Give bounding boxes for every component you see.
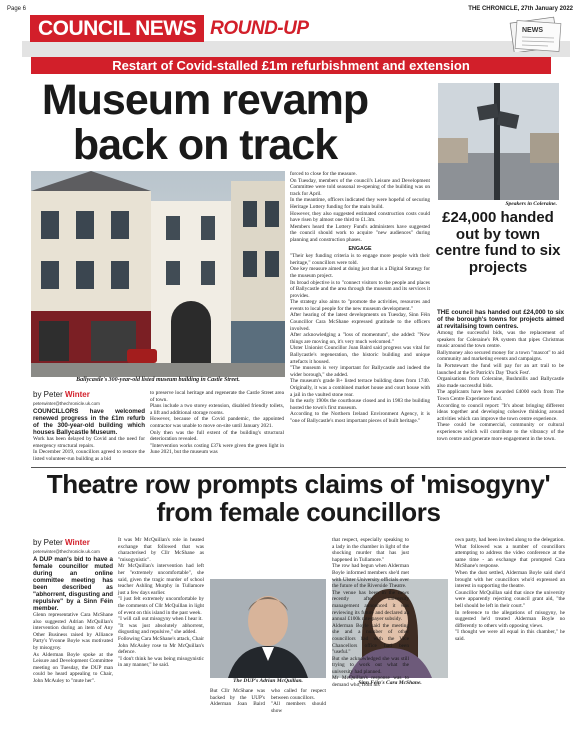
byline-prefix: by Peter bbox=[33, 390, 66, 399]
mcquillan-photo bbox=[210, 579, 326, 678]
paragraph: Plans include a two storey extension, disabled friendly toilets, a lift and additional storage rooms. bbox=[150, 403, 284, 416]
paragraph: Its broad objective is to "connect visitors to the people and places of Ballycastle and the area through the museum and its services it provides. bbox=[290, 279, 430, 299]
paragraph: On Tuesday, members of the council's Leisure and Development Committee were told seasonal re-opening of the building was on track for April. bbox=[290, 177, 430, 197]
story3-column-5 bbox=[455, 537, 565, 643]
story1-column-1 bbox=[33, 408, 145, 462]
story2-intro: THE council has handed out £24,000 to six of the borough's towns for projects aimed at revitalising town centres. bbox=[437, 309, 564, 330]
paragraph: Mr McQuillan's response was to demand who, from his bbox=[332, 675, 409, 689]
publication-date: THE CHRONICLE, 27th January 2022 bbox=[468, 6, 573, 12]
story3-column-2 bbox=[118, 537, 204, 669]
paragraph: "I thought we were all equal in this chamber," he said. bbox=[455, 629, 565, 642]
paragraph: But Cllr McShane was backed by the UUP's Alderman Joan Baird who called for respect between councillors. bbox=[210, 688, 326, 708]
paragraph: Following Cara McShane's attack, Chair John McAuley rose to Mr McQuillan's defence. bbox=[118, 635, 204, 656]
paragraph: It was Mr McQuillan's role in heated exchange that followed that was characterised by Cllr McShane as "misogynistic". bbox=[118, 537, 204, 563]
paragraph: However, they also suggested estimated construction costs could have risen by almost one third to £1.3m. bbox=[290, 210, 430, 224]
paragraph: Only then was the full extent of the building's structural deterioration revealed. bbox=[150, 429, 284, 443]
paragraph: Alderman Boyle said the meeting she and a number of other councillors had with the Vice Chancellors office had been "useful." bbox=[332, 622, 409, 656]
byline-email: peterwinter@thechronicle.uk.com bbox=[33, 549, 100, 554]
page-header bbox=[7, 4, 573, 14]
museum-photo bbox=[31, 171, 285, 377]
story3-column-4 bbox=[332, 537, 409, 689]
paragraph: forced to close for the measure. bbox=[290, 171, 357, 177]
section-subtitle: ROUND-UP bbox=[210, 17, 309, 39]
museum-photo-caption: Ballycastle's 300-year-old listed museum building in Castle Street. bbox=[76, 377, 240, 383]
paragraph: "I just felt extremely uncomfortable by the comments of Cllr McQuillan in light of event on this island in the past week. bbox=[118, 596, 204, 616]
story3-column-1 bbox=[33, 556, 113, 685]
paragraph: These could be commercial, community or cultural experiences which will contribute to the vibrancy of the town centre and generate more engagement in the town. bbox=[437, 422, 564, 442]
story1-byline bbox=[33, 390, 143, 408]
byline-prefix: by Peter bbox=[33, 538, 66, 547]
story3-intro: A DUP man's bid to have a female councillor muted during an online committee meeting has been described as "abhorrent, disgusting and repulsive" by a Sinn Féin member. bbox=[33, 556, 113, 612]
section-banner-band bbox=[22, 41, 570, 57]
paragraph: "Their key funding criteria is to engage more people with their heritage," councillors were told. bbox=[290, 253, 430, 266]
theatre-row-headline: Theatre row prompts claims of 'misogyny' from female councillors bbox=[46, 469, 551, 527]
paragraph: The applicants have been awarded £4000 each from The Town Centre Experience fund. bbox=[437, 389, 564, 402]
mcshane-photo-caption: Sinn Féin's Cara McShane. bbox=[358, 680, 422, 686]
subheading: ENGAGE bbox=[348, 245, 372, 252]
paragraph: "I will call out misogyny when I hear it. bbox=[118, 616, 203, 623]
paragraph: "I don't think he was being misogynistic in any manner," he said. bbox=[118, 655, 204, 669]
paragraph: "Intervention works costing £37k were given the green light in June 2021, but the museum was bbox=[150, 442, 284, 456]
paragraph: to preserve local heritage and regenerate the Castle Street area of town. bbox=[150, 390, 284, 403]
paragraph: The museum's grade B+ listed terrace building dates from 1740. Originally, it was a combined market house and court house with a jail in the vaulted stone rear. bbox=[290, 378, 430, 398]
story3-column-3 bbox=[210, 688, 326, 714]
mcquillan-photo-caption: The DUP's Adrian McQuillan. bbox=[233, 678, 303, 684]
section-banner bbox=[30, 15, 309, 42]
paragraph: The venue has been in the news recently after university management announced it was reviewing its future and declared an annual £100k rate-payer subsidy. bbox=[332, 589, 409, 623]
paragraph: "The museum is very important for Ballycastle and indeed the wider borough," she added. bbox=[290, 365, 430, 378]
paragraph: The row had begun when Alderman Boyle informed members she'd met with Ulster University officials over the future of the Riverside Theatre. bbox=[332, 563, 409, 590]
paragraph: According to council report: "It's about bringing different ideas together and developing cohesive thinking around activities which can improve the town centre experience. bbox=[437, 402, 564, 422]
paragraph: In reference to the allegations of misogyny, he suggested he'd treated Alderman Boyle no differently to others with opposing views. bbox=[455, 609, 565, 629]
paragraph: The strategy also aims to "promote the activities, resources and events to local people for the new museum development." bbox=[290, 299, 430, 312]
paragraph: In December 2019, councillors agreed to restore the listed volunteer-run building as a bid bbox=[33, 449, 145, 462]
byline-email: peterwinter@thechronicle.uk.com bbox=[33, 401, 100, 406]
paragraph: What followed was a number of councillors attempting to address the video conference at the same time - an exchange that prompted Cara McShane's response. bbox=[455, 543, 565, 570]
paragraph: Councillor McQuillan said that since the university were apparently rejecting council grant aid, "the bell should be left in their court." bbox=[455, 589, 565, 609]
paragraph: After acknowledging a "loss of momentum", she added: "Now things are moving on, it's very much welcomed." bbox=[290, 332, 430, 345]
paragraph: But she acknowledged she was still trying to work out what the university had planned. bbox=[332, 655, 409, 675]
paragraph: Glenn representative Cara McShane also suggested Adrian McQuillan's intervention during an item of Any Other Business raised by Alliance Party's Yvonne Boyle was motivated by misogyny. bbox=[33, 612, 113, 651]
newspaper-graphic-label: NEWS bbox=[522, 27, 543, 34]
paragraph: After hearing of the latest developments on Tuesday, Sinn Féin Councillor Cara McShane expressed gratitude to the officers involved. bbox=[290, 312, 430, 332]
paragraph: "All members should show bbox=[271, 701, 326, 714]
story1-column-3 bbox=[290, 171, 430, 425]
paragraph: Among the successful bids, was the replacement of speakers for Coleraine's PA system that pipes Christmas music around the town centre. bbox=[437, 330, 564, 350]
paragraph: When the dust settled, Alderman Boyle said she'd brought with her councillors who'd expressed an interest in supporting the theatre. bbox=[455, 569, 565, 590]
paragraph: Members heard the Lottery Fund's administers have suggested the council should work to acquire "new audiences" during planning and construction phases. bbox=[290, 223, 430, 243]
museum-headline: Museum revamp back on track bbox=[41, 76, 369, 169]
paragraph: own party, had been invited along to the delegation. bbox=[455, 537, 565, 543]
byline-name: Winter bbox=[65, 538, 90, 547]
speakers-photo bbox=[438, 83, 559, 200]
paragraph: As Alderman Boyle spoke at the Leisure and Development Committee meeting on Tuesday, the DUP man could be heard appealing to Chair, John McAuley to "mute her". bbox=[33, 651, 113, 684]
paragraph: In the early 1900s the courthouse closed and in 1983 the building hosted the town's first museum. bbox=[290, 398, 430, 411]
story-strap: Restart of Covid-stalled £1m refurbishment and extension bbox=[31, 57, 551, 74]
paragraph: In Portstewart the fund will pay for an art trail to be launched at the St Patrick's Day 'Duck Fest'. bbox=[437, 362, 564, 376]
town-fund-headline: £24,000 handed out by town centre fund to six projects bbox=[435, 209, 561, 276]
paragraph: Ballymoney also secured money for a town "mascot" to aid community and marketing events and campaigns. bbox=[437, 349, 564, 363]
story2-column bbox=[437, 309, 564, 442]
paragraph: However, because of the Covid pandemic, the appointed contractor was unable to move on-site until January 2021. bbox=[150, 416, 284, 429]
page-number: Page 6 bbox=[7, 6, 27, 12]
byline-name: Winter bbox=[65, 390, 90, 399]
paragraph: Ulster Unionist Councillor Joan Baird said progress was vital for Ballycastle's regeneration, the historic building and unique artefacts it housed. bbox=[290, 345, 430, 365]
newspaper-graphic bbox=[498, 16, 568, 52]
story1-column-2 bbox=[150, 390, 284, 456]
section-divider bbox=[31, 467, 566, 468]
paragraph: One key measure aimed at doing just that is a Digital Strategy for the museum project. bbox=[290, 266, 430, 279]
paragraph: that respect, especially speaking to a lady in the chamber in light of the shocking murder that has just happened in Tullamore." bbox=[332, 537, 409, 563]
paragraph: According to the Northern Ireland Environment Agency, it is "one of Ballycastle's most important pieces of built heritage." bbox=[290, 411, 430, 424]
speakers-photo-caption: Speakers in Coleraine. bbox=[505, 201, 557, 207]
paragraph: Organisations from Coleraine, Bushmills and Ballycastle also made successful bids. bbox=[437, 376, 564, 389]
story1-intro: COUNCILLORS have welcomed renewed progress in the £1m refurb of the 300-year-old building which houses Ballycastle Museum. bbox=[33, 408, 145, 436]
paragraph: In the meantime, officers indicated they were hopeful of securing Heritage Lottery funding for the main build. bbox=[290, 197, 430, 210]
paragraph: Mr McQuillan's intervention had left her "extremely uncomfortable", she said, given the tragic murder of school teacher Ashling Murphy in Tullamore just a few days earlier. bbox=[118, 563, 204, 596]
paragraph: Work has been delayed by Covid and the need for emergency structural repairs. bbox=[33, 436, 145, 449]
section-title: COUNCIL NEWS bbox=[30, 15, 204, 42]
paragraph: "It was just absolutely abhorrent, disgusting and repulsive," she added. bbox=[118, 622, 204, 636]
